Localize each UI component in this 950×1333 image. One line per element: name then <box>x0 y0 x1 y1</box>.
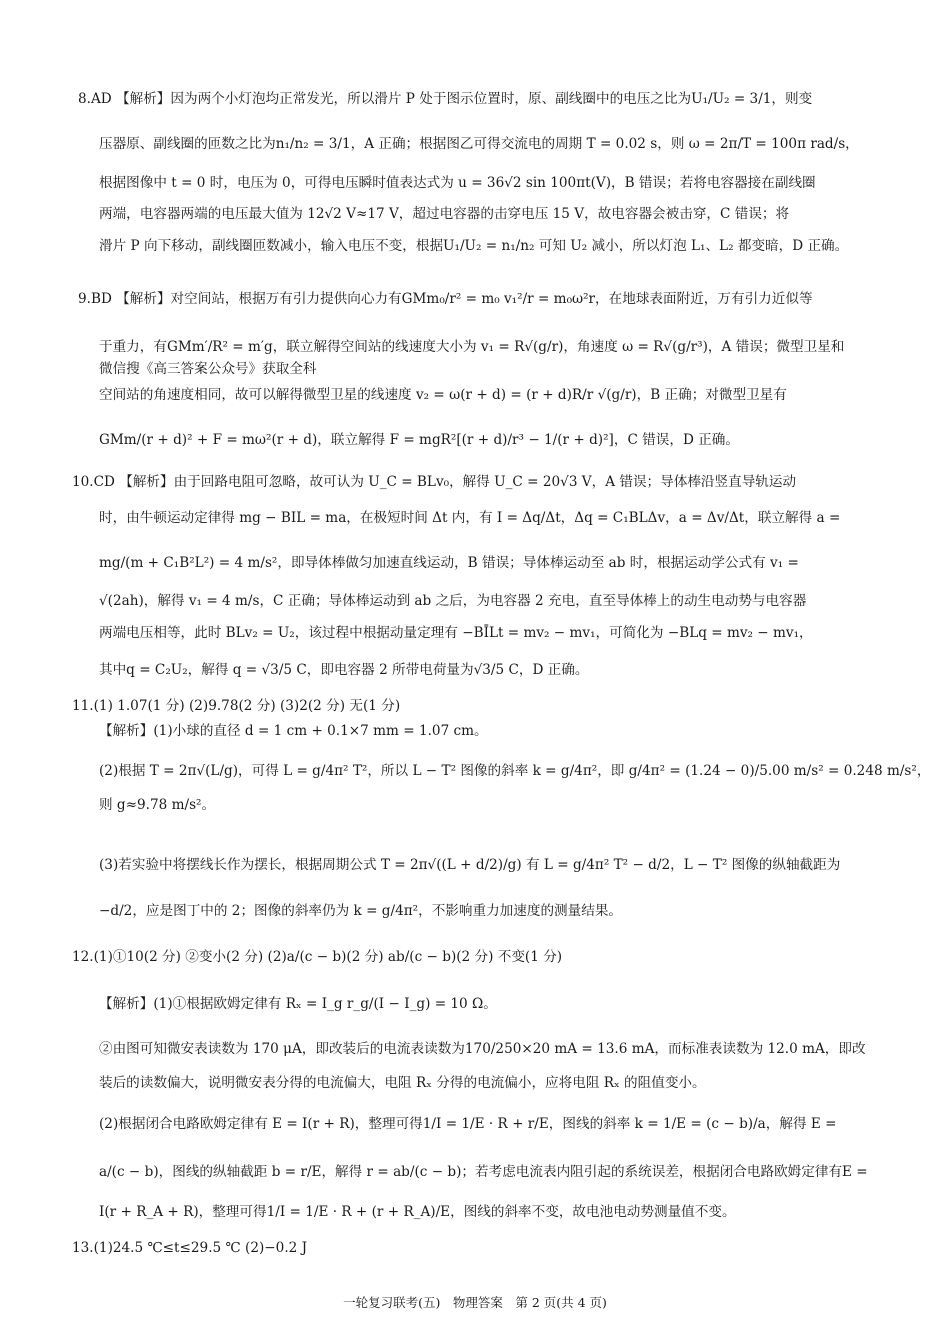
page-footer: 一轮复习联考(五) 物理答案 第 2 页(共 4 页) <box>343 1295 607 1310</box>
q12-line-1: 【解析】(1)①根据欧姆定律有 Rₓ = I_g r_g/(I − I_g) = 10 Ω。 <box>99 996 497 1012</box>
q10-line-5: 两端电压相等，此时 BLv₂ = U₂，该过程中根据动量定理有 −BĪLt = mv₂ − mv₁，可简化为 −BLq = mv₂ − mv₁， <box>99 625 813 641</box>
q12-line-4: (2)根据闭合电路欧姆定律有 E = I(r + R)，整理可得1/I = 1/E · R + r/E，图线的斜率 k = 1/E = (c − b)/a，解得 E = <box>99 1116 837 1132</box>
q11-line-5: −d/2，应是图丁中的 2；图像的斜率仍为 k = g/4π²，不影响重力加速度的测量结果。 <box>99 903 623 919</box>
q8-line-2: 压器原、副线圈的匝数之比为n₁/n₂ = 3/1，A 正确；根据图乙可得交流电的周期 T = 0.02 s，则 ω = 2π/T = 100π rad/s， <box>99 136 859 152</box>
q9-line-3: 空间站的角速度相同，故可以解得微型卫星的线速度 v₂ = ω(r + d) = (r + d)R/r √(g/r)，B 正确；对微型卫星有 <box>99 387 787 403</box>
q11-line-1: 【解析】(1)小球的直径 d = 1 cm + 0.1×7 mm = 1.07 cm。 <box>99 723 488 739</box>
q10-line-4: √(2ah)，解得 v₁ = 4 m/s，C 正确；导体棒运动到 ab 之后，为电容器 2 充电，直至导体棒上的动生电动势与电容器 <box>99 593 807 609</box>
q12-line-6: I(r + R_A + R)，整理可得1/I = 1/E · R + (r + R_A)/E，图线的斜率不变，故电池电动势测量值不变。 <box>99 1204 736 1220</box>
q10-line-3: mg/(m + C₁B²L²) = 4 m/s²，即导体棒做匀加速直线运动，B 错误；导体棒运动至 ab 时，根据运动学公式有 v₁ = <box>99 555 799 571</box>
q8-line-1: 8.AD 【解析】因为两个小灯泡均正常发光，所以滑片 P 处于图示位置时，原、副线圈中的电压之比为U₁/U₂ = 3/1，则变 <box>78 91 813 107</box>
q8-line-5: 滑片 P 向下移动，副线圈匝数减小，输入电压不变，根据U₁/U₂ = n₁/n₂ 可知 U₂ 减小，所以灯泡 L₁、L₂ 都变暗，D 正确。 <box>99 238 849 254</box>
q9-line-2: 于重力，有GMm′/R² = m′g，联立解得空间站的线速度大小为 v₁ = R√(g/r)，角速度 ω = R√(g/r³)，A 错误；微型卫星和 <box>99 339 845 355</box>
q9-line-4: GMm/(r + d)² + F = mω²(r + d)，联立解得 F = mgR²[(r + d)/r³ − 1/(r + d)²]，C 错误，D 正确。 <box>99 432 739 448</box>
q11-line-2: (2)根据 T = 2π√(L/g)，可得 L = g/4π² T²，所以 L − T² 图像的斜率 k = g/4π²，即 g/4π² = (1.24 − 0)/5.00 m/s² = 0.248 m/s²， <box>99 763 931 779</box>
q10-line-1: 10.CD 【解析】由于回路电阻可忽略，故可认为 U_C = BLv₀，解得 U_C = 20√3 V，A 错误；导体棒沿竖直导轨运动 <box>72 474 797 490</box>
q12-line-2: ②由图可知微安表读数为 170 μA，即改装后的电流表读数为170/250×20 mA = 13.6 mA，而标准表读数为 12.0 mA，即改 <box>99 1041 866 1057</box>
q11-answers: 11.(1) 1.07(1 分) (2)9.78(2 分) (3)2(2 分) 无(1 分) <box>72 698 401 714</box>
q13-answers: 13.(1)24.5 ℃≤t≤29.5 ℃ (2)−0.2 J <box>72 1240 308 1256</box>
q10-line-2: 时，由牛顿运动定律得 mg − BIL = ma，在极短时间 Δt 内，有 I = Δq/Δt，Δq = C₁BLΔv，a = Δv/Δt，联立解得 a = <box>99 510 841 526</box>
q11-line-4: (3)若实验中将摆线长作为摆长，根据周期公式 T = 2π√((L + d/2)/g) 有 L = g/4π² T² − d/2，L − T² 图像的纵轴截距为 <box>99 857 841 873</box>
q12-line-3: 装后的读数偏大，说明微安表分得的电流偏大，电阻 Rₓ 分得的电流偏小，应将电阻 Rₓ 的阻值变小。 <box>99 1075 706 1091</box>
q12-line-5: a/(c − b)，图线的纵轴截距 b = r/E，解得 r = ab/(c − b)；若考虑电流表内阻引起的系统误差，根据闭合电路欧姆定律有E = <box>99 1164 868 1180</box>
q8-line-3: 根据图像中 t = 0 时，电压为 0，可得电压瞬时值表达式为 u = 36√2 sin 100πt(V)，B 错误；若将电容器接在副线圈 <box>99 175 816 191</box>
q11-line-3: 则 g≈9.78 m/s²。 <box>99 797 216 813</box>
q8-line-4: 两端，电容器两端的电压最大值为 12√2 V≈17 V，超过电容器的击穿电压 15 V，故电容器会被击穿，C 错误；将 <box>99 206 790 222</box>
q9-line-1: 9.BD 【解析】对空间站，根据万有引力提供向心力有GMm₀/r² = m₀ v₁²/r = m₀ω²r，在地球表面附近，万有引力近似等 <box>78 291 813 307</box>
watermark-text: 微信搜《高三答案公众号》获取全科 <box>99 361 317 377</box>
q12-answers: 12.(1)①10(2 分) ②变小(2 分) (2)a/(c − b)(2 分) ab/(c − b)(2 分) 不变(1 分) <box>72 949 563 965</box>
q10-line-6: 其中q = C₂U₂，解得 q = √3/5 C，即电容器 2 所带电荷量为√3/5 C，D 正确。 <box>99 662 589 678</box>
